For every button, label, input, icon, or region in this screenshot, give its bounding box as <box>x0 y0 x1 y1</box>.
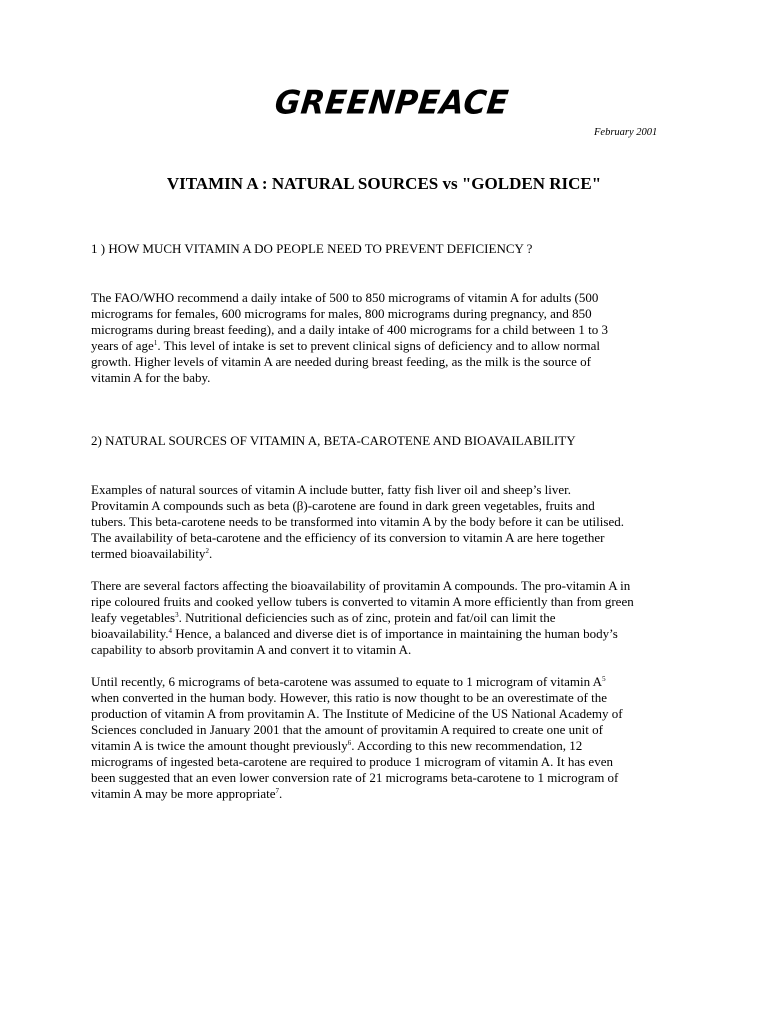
text-run: leafy vegetables <box>91 610 176 625</box>
text-run: . Nutritional deficiencies such as of zinc, protein and fat/oil can limit the <box>178 610 556 625</box>
text-line <box>91 610 676 626</box>
text-run: vitamin A may be more appropriate <box>91 786 276 801</box>
text-line <box>91 626 676 642</box>
text-line <box>91 546 676 562</box>
text-line: There are several factors affecting the bioavailability of provitamin A compounds. The pro-vitamin A in <box>91 578 631 593</box>
section-2-paragraph-3 <box>91 674 676 802</box>
text-run: years of age <box>91 338 154 353</box>
text-line <box>91 674 676 690</box>
text-line: The availability of beta-carotene and the efficiency of its conversion to vitamin A are here together <box>91 530 605 545</box>
footnote-ref-5: 5 <box>602 675 606 683</box>
text-line: Sciences concluded in January 2001 that the amount of provitamin A required to create one unit of <box>91 722 603 737</box>
text-run: . According to this new recommendation, 12 <box>351 738 583 753</box>
footnote-ref-6: 6 <box>347 739 352 747</box>
text-line: Provitamin A compounds such as beta (β)-carotene are found in dark green vegetables, fruits and <box>91 498 595 513</box>
text-line <box>91 738 676 754</box>
section-2-paragraph-2 <box>91 578 676 658</box>
text-line: capability to absorb provitamin A and convert it to vitamin A. <box>91 642 412 657</box>
text-run: vitamin A is twice the amount thought previously <box>91 738 348 753</box>
text-run: . <box>208 546 213 561</box>
text-line: growth. Higher levels of vitamin A are needed during breast feeding, as the milk is the source of <box>91 354 591 369</box>
text-line: vitamin A for the baby. <box>91 370 211 385</box>
footnote-ref-1: 1 <box>153 339 158 347</box>
footnote-ref-7: 7 <box>275 787 279 795</box>
section-1-paragraph <box>91 290 676 386</box>
text-line: been suggested that an even lower conversion rate of 21 micrograms beta-carotene to 1 microgram of <box>91 770 619 785</box>
text-run: . This level of intake is set to prevent clinical signs of deficiency and to allow normal <box>157 338 601 353</box>
document-date: February 2001 <box>594 127 658 138</box>
footnote-ref-2: 2 <box>205 547 209 555</box>
section-2-heading: 2) NATURAL SOURCES OF VITAMIN A, BETA-CAROTENE AND BIOAVAILABILITY <box>91 433 576 448</box>
text-run: bioavailability. <box>91 626 169 641</box>
text-run: Hence, a balanced and diverse diet is of importance in maintaining the human body’s <box>172 626 618 641</box>
text-run: . <box>278 786 283 801</box>
text-line: Examples of natural sources of vitamin A include butter, fatty fish liver oil and sheep’s liver. <box>91 482 572 497</box>
text-run: Until recently, 6 micrograms of beta-carotene was assumed to equate to 1 microgram of vitamin A <box>91 674 603 689</box>
footnote-ref-3: 3 <box>175 611 179 619</box>
text-line: when converted in the human body. However, this ratio is now thought to be an overestimate of the <box>91 690 607 705</box>
text-line: The FAO/WHO recommend a daily intake of 500 to 850 micrograms of vitamin A for adults (500 <box>91 290 599 305</box>
text-line: ripe coloured fruits and cooked yellow tubers is converted to vitamin A more efficiently than from green <box>91 594 634 609</box>
text-run: termed bioavailability <box>91 546 206 561</box>
text-line <box>91 338 676 354</box>
text-line: micrograms of ingested beta-carotene are required to produce 1 microgram of vitamin A. It has even <box>91 754 613 769</box>
text-line: tubers. This beta-carotene needs to be transformed into vitamin A by the body before it can be utilised. <box>91 514 624 529</box>
greenpeace-logo: GREENPEACE <box>273 84 511 122</box>
text-line <box>91 786 676 802</box>
section-2-paragraph-1 <box>91 482 676 562</box>
text-line: micrograms for females, 600 micrograms for males, 800 micrograms during pregnancy, and 850 <box>91 306 592 321</box>
section-1-heading: 1 ) HOW MUCH VITAMIN A DO PEOPLE NEED TO PREVENT DEFICIENCY ? <box>91 241 533 256</box>
text-line: micrograms during breast feeding), and a daily intake of 400 micrograms for a child between 1 to 3 <box>91 322 608 337</box>
footnote-ref-4: 4 <box>168 627 172 635</box>
text-line: production of vitamin A from provitamin A. The Institute of Medicine of the US National Academy of <box>91 706 623 721</box>
document-title: VITAMIN A : NATURAL SOURCES vs "GOLDEN RICE" <box>166 174 602 193</box>
